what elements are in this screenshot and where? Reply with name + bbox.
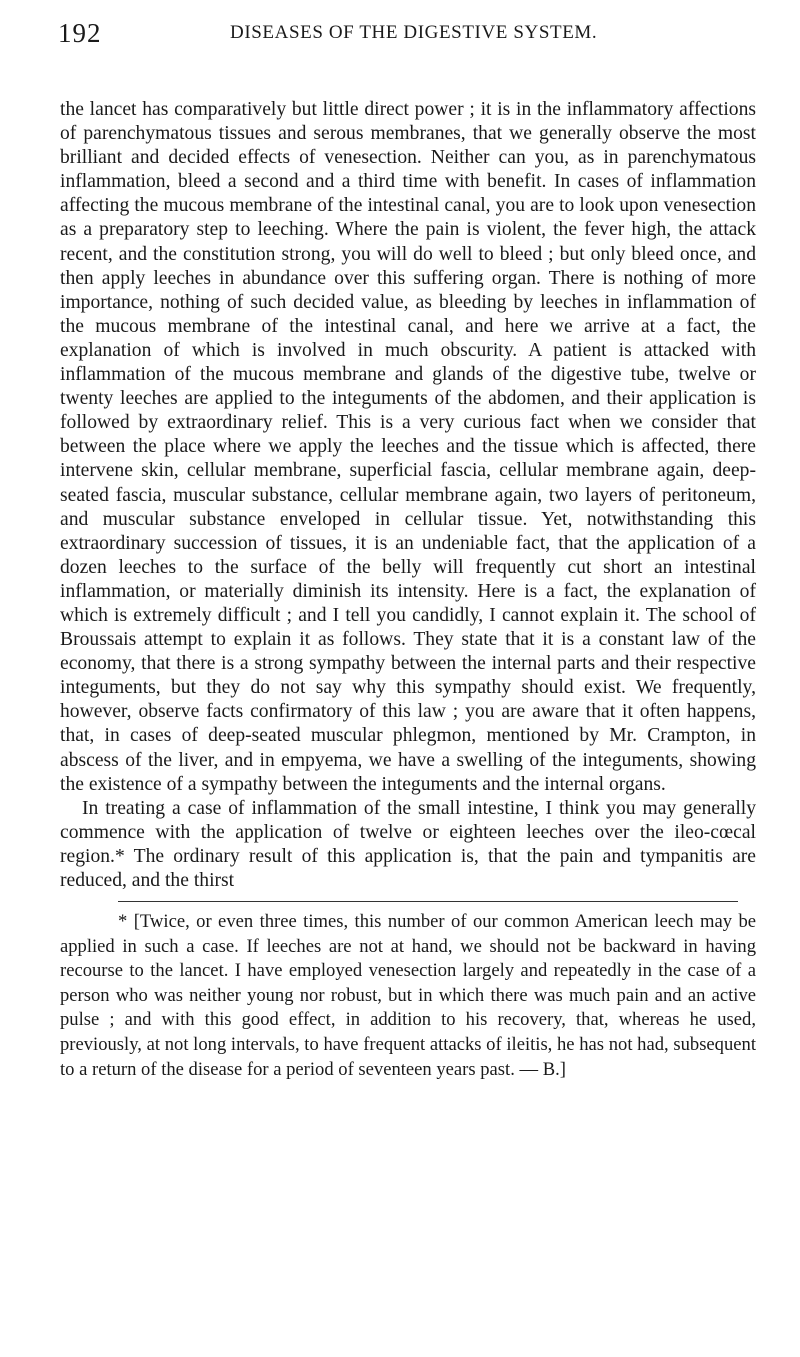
body-text [60, 98, 756, 893]
footnote: * [Twice, or even three times, this number of our common American leech may be applied in such a case. If leeches are not at hand, we should not be backward in having recourse to the lancet. I have employed venesection largely and repeatedly in the case of a person who was neither young nor robust, but in which there was much pain and an active pulse ; and with this good effect, in addition to his recovery, that, whereas he used, previously, at not long intervals, to have frequent attacks of ileitis, he has not had, subsequent to a return of the disease for a period of seventeen years past. — B.] [60, 911, 756, 1080]
running-head [60, 18, 740, 58]
running-title: DISEASES OF THE DIGESTIVE SYSTEM. [230, 22, 598, 43]
paragraph: In treating a case of inflammation of the small intestine, I think you may generally commence with the application of twelve or eighteen leeches over the ileo-cœcal region.* The ordinary result of this application is, that the pain and tympanitis are reduced, and the thirst [60, 797, 756, 891]
footnote-divider [118, 901, 738, 902]
paragraph: the lancet has comparatively but little direct power ; it is in the inflammatory affections of parenchymatous tissues and serous membranes, that we generally observe the most brilliant and decided effects of venesection. Neither can you, as in parenchymatous inflammation, bleed a second and a third time with benefit. In cases of inflammation affecting the mucous membrane of the intestinal canal, you are to look upon venesection as a preparatory step to leeching. Where the pain is violent, the fever high, the attack recent, and the constitution strong, you will do well to bleed ; but only bleed once, and then apply leeches in abundance over this suffering organ. There is nothing of more importance, nothing of such decided value, as bleeding by leeches in inflammation of the mucous membrane of the intestinal canal, and here we arrive at a fact, the explanation of which is involved in much obscurity. A patient is attacked with inflammation of the mucous membrane and glands of the digestive tube, twelve or twenty leeches are applied to the integuments of the abdomen, and their application is followed by extraordinary relief. This is a very curious fact when we consider that between the place where we apply the leeches and the tissue which is affected, there intervene skin, cellular membrane, superficial fascia, cellular membrane again, deep-seated fascia, muscular substance, cellular membrane again, two layers of peritoneum, and muscular substance enveloped in cellular tissue. Yet, notwithstanding this extraordinary succession of tissues, it is an undeniable fact, that the application of a dozen leeches to the surface of the belly will frequently cut short an intestinal inflammation, or materially diminish its intensity. Here is a fact, the explanation of which is extremely difficult ; and I tell you candidly, I cannot explain it. The school of Broussais attempt to explain it as follows. They state that it is a constant law of the economy, that there is a strong sympathy between the internal parts and their respective integuments, but they do not say why this sympathy should exist. We frequently, however, observe facts confirmatory of this law ; you are aware that it often happens, that, in cases of deep-seated muscular phlegmon, mentioned by Mr. Crampton, in abscess of the liver, and in empyema, we have a swelling of the integuments, showing the existence of a sympathy between the integuments and the internal organs. [60, 99, 756, 795]
page-number: 192 [58, 18, 102, 48]
